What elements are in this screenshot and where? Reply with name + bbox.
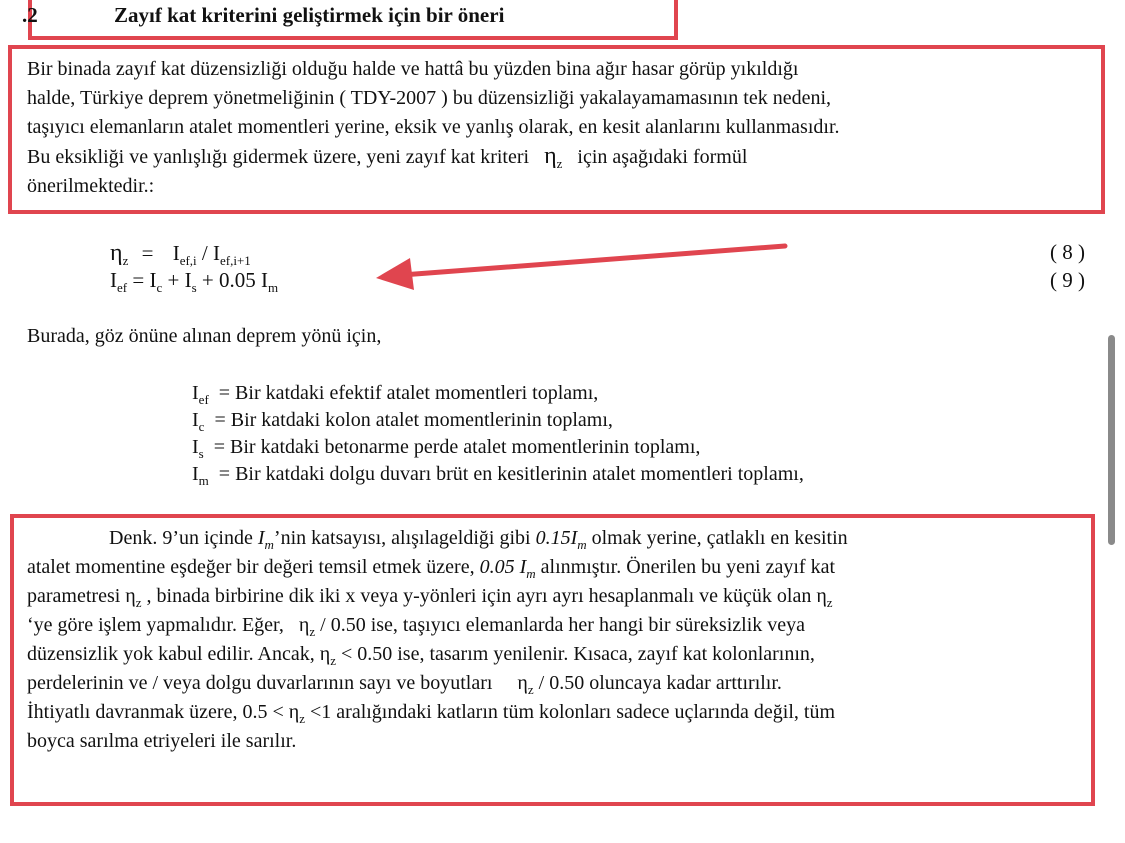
definition-row: $I_m$ = Bir katdaki dolgu duvarı brüt en kesitlerinin atalet momentleri toplamı, <box>192 463 804 488</box>
definition-row: $I_c$ = Bir katdaki kolon atalet momentlerinin toplamı, <box>192 409 613 434</box>
section-number: .2 <box>22 3 38 27</box>
body-line: parametresi $\eta_z$ , binada birbirine dik iki x veya y-yönleri için ayrı ayrı hesaplanmalı ve küçük olan $\eta_z$ <box>27 585 833 610</box>
intro-line: Bir binada zayıf kat düzensizliği olduğu halde ve hattâ bu yüzden bina ağır hasar görüp yıkıldığı <box>27 58 799 80</box>
vertical-scrollbar[interactable] <box>1108 335 1115 545</box>
body-line: İhtiyatlı davranmak üzere, $0.5 < \eta_z <1$ aralığındaki katların tüm kolonları sadece uçlarında değil, tüm <box>27 701 835 726</box>
body-paragraph <box>27 524 1097 774</box>
definitions-list <box>192 380 804 488</box>
formula-8: $\eta_z = I_{ef,i} / I_{ef,i+1}$ <box>110 240 251 269</box>
body-line: düzensizlik yok kabul edilir. Ancak, $\eta_z < 0.50$ ise, tasarım yenilenir. Kısaca, zayıf kat kolonlarının, <box>27 643 815 668</box>
definition-row: $I_{ef}$ = Bir katdaki efektif atalet momentleri toplamı, <box>192 382 599 407</box>
intro-line: Bu eksikliği ve yanlışlığı gidermek üzere, yeni zayıf kat kriteri $\eta_z$ için aşağıdaki formül <box>27 143 748 171</box>
body-line: atalet momentine eşdeğer bir değeri temsil etmek üzere, 0.05 $I_m$ alınmıştır. Önerilen bu yeni zayıf kat <box>27 556 836 581</box>
definition-row: $I_s$ = Bir katdaki betonarme perde atalet momentlerinin toplamı, <box>192 436 701 461</box>
body-line: Denk. 9’un içinde $I_m’nin$ katsayısı, alışılageldiği gibi $0.15I_m$ olmak yerine, çatlaklı en kesitin <box>109 527 848 552</box>
intro-line: taşıyıcı elemanların atalet momentleri yerine, eksik ve yanlış olarak, en kesit alanlarını kullanmasıdır. <box>27 116 840 138</box>
section-title: Zayıf kat kriterini geliştirmek için bir öneri <box>114 3 505 27</box>
burada-line: Burada, göz önüne alınan deprem yönü için, <box>27 325 382 347</box>
formula-9: $I_{ef} = I_c + I_s + 0.05$ $I_m$ <box>110 268 279 296</box>
intro-line: halde, Türkiye deprem yönetmeliğinin ( TDY-2007 ) bu düzensizliği yakalayamamasının tek nedeni, <box>27 87 832 109</box>
equation-number-8: ( 8 ) <box>1050 240 1085 264</box>
equation-number-9: ( 9 ) <box>1050 268 1085 292</box>
body-line: boyca sarılma etriyeleri ile sarılır. <box>27 730 297 752</box>
intro-line: önerilmektedir.: <box>27 175 155 197</box>
body-line: perdelerinin ve / veya dolgu duvarlarının sayı ve boyutları $\eta_z / 0.50$ oluncaya kadar arttırılır. <box>27 672 782 697</box>
body-line: ‘ye göre işlem yapmalıdır. Eğer, $\eta_z / 0.50$ ise, taşıyıcı elemanlarda her hangi bir süreksizlik veya <box>27 614 805 639</box>
